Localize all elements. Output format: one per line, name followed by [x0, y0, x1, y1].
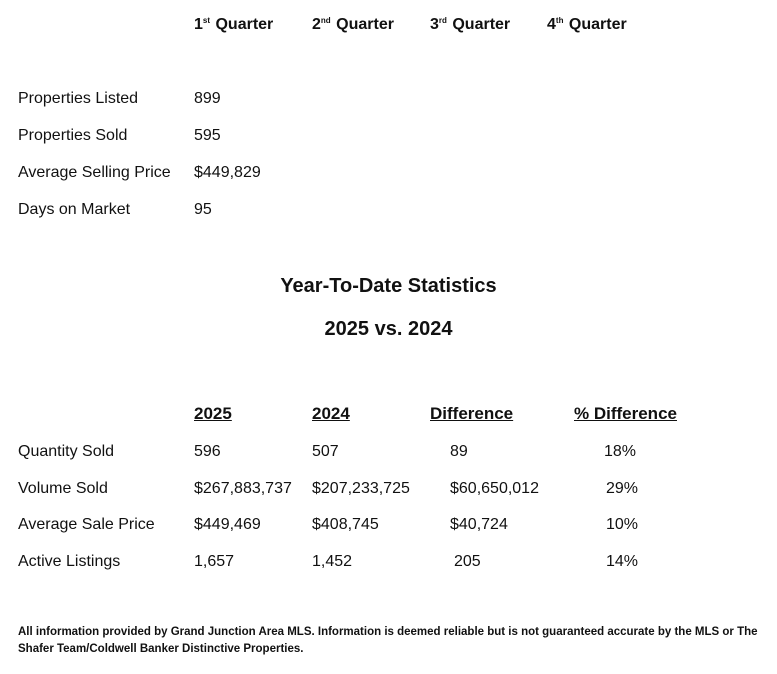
- row-label-properties-listed: Properties Listed: [18, 90, 139, 107]
- ytd-quantity-sold-2025: 596: [194, 443, 221, 460]
- ytd-quantity-sold-2024: 507: [312, 443, 339, 460]
- ytd-row-label-active-listings: Active Listings: [18, 553, 121, 570]
- quarter-4-header: 4th Quarter: [547, 16, 627, 33]
- q1-properties-sold: 595: [194, 127, 221, 144]
- ytd-active-listings-2025: 1,657: [194, 553, 235, 570]
- ytd-row-label-quantity-sold: Quantity Sold: [18, 443, 115, 460]
- ytd-volume-sold-2025: $267,883,737: [194, 480, 292, 497]
- ytd-volume-sold-pct: 29%: [606, 480, 639, 497]
- row-label-average-selling-price: Average Selling Price: [18, 164, 171, 181]
- disclaimer: All information provided by Grand Junction Area MLS. Information is deemed reliable but is not guaranteed accurate by the MLS or The Shafer Team/Coldwell Banker Distinctive Properties.: [18, 626, 758, 655]
- col-header-2024: 2024: [312, 404, 350, 423]
- ytd-active-listings-2024: 1,452: [312, 553, 353, 570]
- q1-properties-listed: 899: [194, 90, 221, 107]
- quarter-2-header: 2nd Quarter: [312, 16, 394, 33]
- row-label-days-on-market: Days on Market: [18, 201, 131, 218]
- q1-average-selling-price: $449,829: [194, 164, 261, 181]
- ytd-subtitle: 2025 vs. 2024: [324, 318, 453, 340]
- q1-days-on-market: 95: [194, 201, 212, 218]
- ytd-volume-sold-2024: $207,233,725: [312, 480, 410, 497]
- ytd-title: Year-To-Date Statistics: [280, 275, 497, 297]
- ytd-active-listings-diff: 205: [454, 553, 481, 570]
- ytd-average-sale-price-diff: $40,724: [450, 516, 508, 533]
- ytd-row-label-volume-sold: Volume Sold: [18, 480, 108, 497]
- ytd-row-label-average-sale-price: Average Sale Price: [18, 516, 155, 533]
- ytd-average-sale-price-2025: $449,469: [194, 516, 261, 533]
- ytd-active-listings-pct: 14%: [606, 553, 639, 570]
- ytd-quantity-sold-diff: 89: [450, 443, 468, 460]
- ytd-average-sale-price-2024: $408,745: [312, 516, 379, 533]
- col-header-difference: Difference: [430, 404, 514, 423]
- ytd-volume-sold-diff: $60,650,012: [450, 480, 539, 497]
- col-header-pct-difference: % Difference: [574, 404, 677, 423]
- quarter-3-header: 3rd Quarter: [430, 16, 511, 33]
- ytd-quantity-sold-pct: 18%: [604, 443, 637, 460]
- ytd-average-sale-price-pct: 10%: [606, 516, 639, 533]
- row-label-properties-sold: Properties Sold: [18, 127, 128, 144]
- col-header-2025: 2025: [194, 404, 232, 423]
- quarter-1-header: 1st Quarter: [194, 16, 274, 33]
